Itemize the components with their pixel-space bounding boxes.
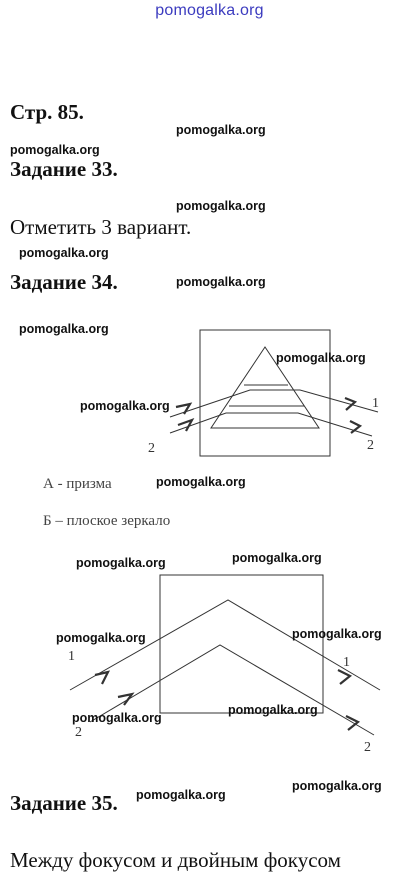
watermark: pomogalka.org [19,322,109,336]
mirror-ray-label-1-in: 1 [68,649,75,664]
watermark: pomogalka.org [228,703,318,717]
watermark: pomogalka.org [72,711,162,725]
prism-ray-label-2-out: 2 [367,438,374,453]
watermark: pomogalka.org [232,551,322,565]
watermark: pomogalka.org [10,143,100,157]
ray-1-mirror [70,600,380,690]
page-ref: Стр. 85. [10,100,84,124]
watermark: pomogalka.org [156,475,246,489]
watermark: pomogalka.org [176,123,266,137]
task35-answer: Между фокусом и двойным фокусом [10,848,341,872]
watermark: pomogalka.org [292,627,382,641]
task34-heading: Задание 34. [10,270,118,294]
arrow-in-2-mirror [118,694,132,705]
watermark: pomogalka.org [176,275,266,289]
mirror-ray-label-1-out: 1 [343,655,350,670]
mirror-ray-label-2-in: 2 [75,725,82,740]
prism-caption: А - призма [43,476,112,492]
watermark: pomogalka.org [19,246,109,260]
arrow-out-2 [350,421,360,433]
mirror-ray-label-2-out: 2 [364,740,371,755]
arrow-out-2-mirror [346,716,358,730]
task33-heading: Задание 33. [10,157,118,181]
prism-ray-label-1-out: 1 [372,396,379,411]
mirror-caption: Б – плоское зеркало [43,513,171,529]
prism-ray-label-2-in: 2 [148,441,155,456]
watermark: pomogalka.org [56,631,146,645]
task35-heading: Задание 35. [10,791,118,815]
watermark: pomogalka.org [80,399,170,413]
task33-answer: Отметить 3 вариант. [10,215,192,239]
mirror-frame [160,575,323,713]
watermark: pomogalka.org [276,351,366,365]
prism-figure [170,330,378,456]
arrow-out-1-mirror [338,670,350,684]
site-header[interactable]: pomogalka.org [155,2,264,19]
watermark: pomogalka.org [176,199,266,213]
watermark: pomogalka.org [76,556,166,570]
watermark: pomogalka.org [136,788,226,802]
arrow-in-1-mirror [95,672,108,684]
watermark: pomogalka.org [292,779,382,793]
